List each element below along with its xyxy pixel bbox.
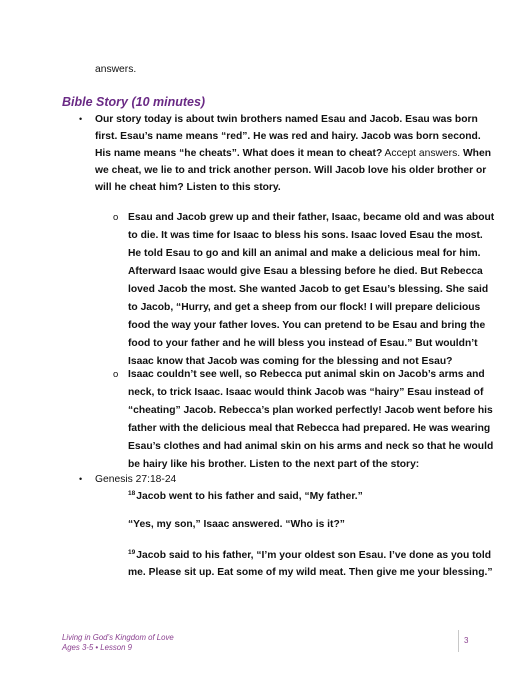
paragraph-line: father with the delicious meal that Rebecca had prepared. He was wearing bbox=[128, 423, 491, 434]
paragraph-line: Our story today is about twin brothers named Esau and Jacob. Esau was born bbox=[95, 114, 478, 125]
paragraph-line: to die. It was time for Isaac to bless his sons. Isaac loved Esau the most. bbox=[128, 230, 483, 241]
paragraph-line: food the way your father loves. You can pretend to be Esau and bring the bbox=[128, 320, 486, 331]
paragraph-line: “cheating” Jacob. Rebecca’s plan worked perfectly! Jacob went before his bbox=[128, 405, 493, 416]
bullet-marker: • bbox=[79, 474, 83, 484]
scripture-reference: Genesis 27:18-24 bbox=[95, 474, 177, 485]
paragraph-line: He told Esau to go and kill an animal and make a delicious meal for him. bbox=[128, 248, 481, 259]
paragraph-line: we cheat, we lie to and trick another person. Will Jacob love his older brother or bbox=[95, 165, 487, 176]
paragraph-line: Afterward Isaac would give Esau a blessing before he died. But Rebecca bbox=[128, 266, 483, 277]
paragraph-line: to Jacob, “Hurry, and get a sheep from our flock! I will prepare delicious bbox=[128, 302, 481, 313]
verse-18 bbox=[128, 489, 363, 505]
paragraph-line: first. Esau’s name means “red”. He was red and hairy. Jacob was born second. bbox=[95, 131, 481, 142]
accept-answers-text: Accept answers. bbox=[384, 148, 461, 159]
footer-subtitle: Ages 3-5 • Lesson 9 bbox=[62, 643, 132, 652]
paragraph-line: Isaac know that Jacob was coming for the blessing and not Esau? bbox=[128, 356, 453, 367]
verse-19 bbox=[128, 548, 491, 564]
verse-text: Jacob said to his father, “I’m your oldest son Esau. I’ve done as you told bbox=[136, 550, 491, 561]
verse-text: Jacob went to his father and said, “My father.” bbox=[136, 491, 363, 502]
verse-text-line: me. Please sit up. Eat some of my wild meat. Then give me your blessing.” bbox=[128, 567, 493, 578]
paragraph-line: food to your father and he will bless you instead of Esau.” But wouldn’t bbox=[128, 338, 478, 349]
paragraph-text: His name means “he cheats”. What does it mean to cheat? bbox=[95, 148, 383, 159]
paragraph-line: be hairy like his brother. Listen to the next part of the story: bbox=[128, 459, 420, 470]
paragraph-line-mixed bbox=[95, 146, 491, 162]
verse-number: 19 bbox=[128, 549, 136, 556]
verse-number: 18 bbox=[128, 490, 136, 497]
footer-title: Living in God’s Kingdom of Love bbox=[62, 633, 174, 642]
paragraph-line: loved Jacob the most. She wanted Jacob to get Esau’s blessing. She said bbox=[128, 284, 489, 295]
paragraph-line: Esau and Jacob grew up and their father, Isaac, became old and was about bbox=[128, 212, 495, 223]
continued-text: answers. bbox=[95, 64, 137, 75]
verse-reply: “Yes, my son,” Isaac answered. “Who is it?” bbox=[128, 519, 345, 530]
paragraph-line: neck, to trick Isaac. Isaac would think Jacob was “hairy” Esau instead of bbox=[128, 387, 484, 398]
section-heading: Bible Story (10 minutes) bbox=[62, 95, 206, 109]
paragraph-line: Isaac couldn’t see well, so Rebecca put animal skin on Jacob’s arms and bbox=[128, 369, 485, 380]
footer-divider bbox=[458, 630, 459, 652]
paragraph-text: When bbox=[462, 148, 491, 159]
paragraph-line: Esau’s clothes and had animal skin on his arms and neck so that he would bbox=[128, 441, 494, 452]
page-number: 3 bbox=[464, 636, 469, 645]
sub-bullet-marker: o bbox=[113, 212, 119, 223]
sub-bullet-marker: o bbox=[113, 369, 119, 380]
bullet-marker: • bbox=[79, 114, 83, 124]
paragraph-line: will he cheat him? Listen to this story. bbox=[95, 182, 281, 193]
